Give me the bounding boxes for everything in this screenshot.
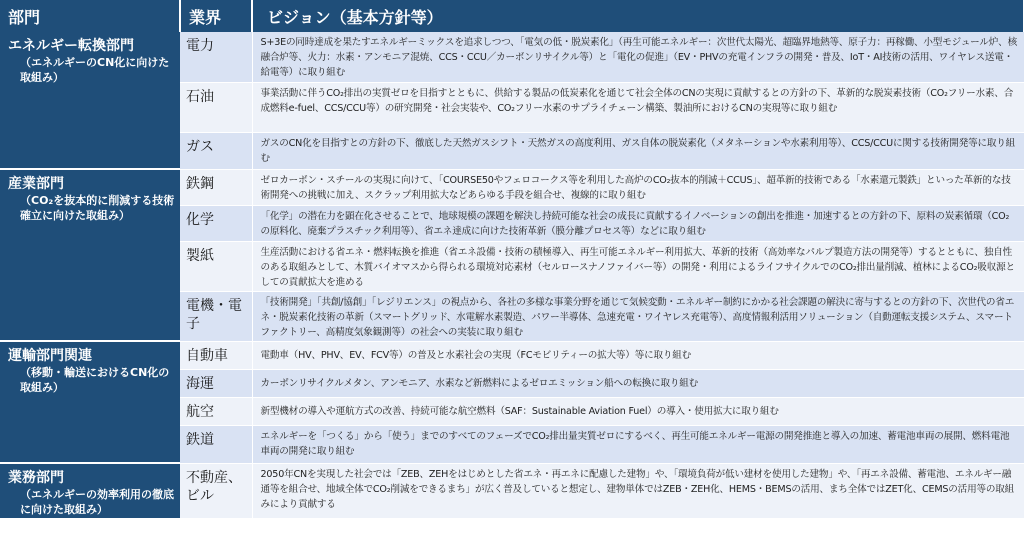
vision-text: 生産活動における省エネ・燃料転換を推進（省エネ設備・技術の積極導入、再生可能エネルギー利用拡大、革新的技術（高効率なパルプ製造方法の開発等）するとともに、独自性のある取組みとして、木質バイオマスから得られる環境対応素材（セルロースナノファイバー等）の開発・利用によるライフサイクルでのCO₂排出量削減、植林によるCO₂吸収源としての貢献拡大を進める bbox=[252, 241, 1024, 291]
sector-title: 産業部門 bbox=[8, 176, 64, 192]
sector-subtitle: （CO₂を抜本的に削減する技術確立に向けた取組み） bbox=[20, 194, 175, 222]
vision-text: エネルギーを「つくる」から「使う」までのすべてのフェーズでCO₂排出量実質ゼロにするべく、再生可能エネルギー電源の開発推進と導入の加速、蓄電池車両の展開、燃料電池車両の開発に取り組む bbox=[252, 425, 1024, 463]
sector-subtitle: （エネルギーのCN化に向けた取組み） bbox=[20, 56, 170, 84]
vision-text: S+3Eの同時達成を果たすエネルギーミックスを追求しつつ、「電気の低・脱炭素化」（再生可能エネルギー：次世代太陽光、超臨界地熱等、原子力：再稼働、小型モジュール炉、核融合炉等、火力：水素・アンモニア混焼、CCS・CCU／カーボンリサイクル等）と「電化の促進」（EV・PHVの充電インフラの開発・普及、IoT・AI技術の活用、ワイヤレス送電・給電等）に取り組む bbox=[252, 32, 1024, 82]
header-vision: ビジョン（基本方針等） bbox=[252, 0, 1024, 32]
industry-label: 石油 bbox=[180, 82, 252, 132]
industry-label: ガス bbox=[180, 132, 252, 169]
table-row bbox=[0, 463, 1024, 518]
industry-label: 電力 bbox=[180, 32, 252, 82]
vision-text: 「化学」の潜在力を顕在化させることで、地球規模の課題を解決し持続可能な社会の成長に貢献するイノベーションの創出を推進・加速するとの方針の下、原料の炭素循環（CO₂の原料化、廃棄プラスチック利用等）、省エネ達成に向けた技術革新（膜分離プロセス等）などに取り組む bbox=[252, 205, 1024, 241]
industry-label: 電機・電子 bbox=[180, 291, 252, 341]
industry-label: 鉄鋼 bbox=[180, 169, 252, 205]
vision-text: カーボンリサイクルメタン、アンモニア、水素など新燃料によるゼロエミッション船への転換に取り組む bbox=[252, 369, 1024, 397]
vision-text: ガスのCN化を目指すとの方針の下、徹底した天然ガスシフト・天然ガスの高度利用、ガス自体の脱炭素化（メタネーションや水素利用等）、CCS/CCUに関する技術開発等に取り組む bbox=[252, 132, 1024, 169]
sector-energy bbox=[0, 32, 180, 169]
header-industry: 業界 bbox=[180, 0, 252, 32]
vision-text: 事業活動に伴うCO₂排出の実質ゼロを目指すとともに、供給する製品の低炭素化を通じて社会全体のCNの実現に貢献するとの方針の下、革新的な脱炭素技術（CO₂フリー水素、合成燃料e-fuel、CCS/CCU等）の研究開発・社会実装や、CO₂フリー水素のサプライチェーン構築、製油所におけるCNの実現等に取り組む bbox=[252, 82, 1024, 132]
vision-text: ゼロカーボン・スチールの実現に向けて、「COURSE50やフェロコークス等を利用した高炉のCO₂抜本的削減＋CCUS」、超革新的技術である「水素還元製鉄」といった革新的な技術開発への挑戦に加え、スクラップ利用拡大などあらゆる手段を組合せ、複線的に取り組む bbox=[252, 169, 1024, 205]
industry-label: 不動産、ビル bbox=[180, 463, 252, 518]
industry-label: 製紙 bbox=[180, 241, 252, 291]
sector-subtitle: （エネルギーの効率利用の徹底に向けた取組み） bbox=[20, 488, 174, 516]
header-sector: 部門 bbox=[0, 0, 180, 32]
table-header-row bbox=[0, 0, 1024, 32]
sector-title: エネルギー転換部門 bbox=[8, 38, 134, 54]
industry-label: 自動車 bbox=[180, 341, 252, 369]
industry-label: 海運 bbox=[180, 369, 252, 397]
table-row bbox=[0, 169, 1024, 205]
sector-business bbox=[0, 463, 180, 518]
sector-title: 業務部門 bbox=[8, 470, 64, 486]
vision-text: 電動車（HV、PHV、EV、FCV等）の普及と水素社会の実現（FCモビリティーの拡大等）等に取り組む bbox=[252, 341, 1024, 369]
vision-text: 「技術開発」「共創/協創」「レジリエンス」の視点から、各社の多様な事業分野を通じて気候変動・エネルギー制約にかかる社会課題の解決に寄与するとの方針の下、次世代の省エネ・脱炭素化技術の革新（スマートグリッド、水電解水素製造、パワー半導体、急速充電・ワイヤレス充電等）、高度情報利活用ソリューション（自動運転支援システム、スマートファクトリー、高精度気象観測等）の社会への実装に取り組む bbox=[252, 291, 1024, 341]
industry-label: 鉄道 bbox=[180, 425, 252, 463]
table-row bbox=[0, 32, 1024, 82]
table-row bbox=[0, 341, 1024, 369]
sector-subtitle: （移動・輸送におけるCN化の取組み） bbox=[20, 366, 170, 394]
sector-transport bbox=[0, 341, 180, 463]
sector-industry bbox=[0, 169, 180, 341]
sector-title: 運輸部門関連 bbox=[8, 348, 92, 364]
industry-label: 化学 bbox=[180, 205, 252, 241]
vision-text: 2050年CNを実現した社会では「ZEB、ZEHをはじめとした省エネ・再エネに配慮した建物」や、「環境負荷が低い建材を使用した建物」や、「再エネ設備、蓄電池、エネルギー融通等を組合せ、地域全体でCO₂削減をできるまち」が広く普及していると想定し、建物単体ではZEB・ZEH化、HEMS・BEMSの活用、まち全体ではZET化、CEMSの活用等の取組みにより貢献する bbox=[252, 463, 1024, 518]
vision-text: 新型機材の導入や運航方式の改善、持続可能な航空燃料（SAF：Sustainable Aviation Fuel）の導入・使用拡大に取り組む bbox=[252, 397, 1024, 425]
industry-label: 航空 bbox=[180, 397, 252, 425]
